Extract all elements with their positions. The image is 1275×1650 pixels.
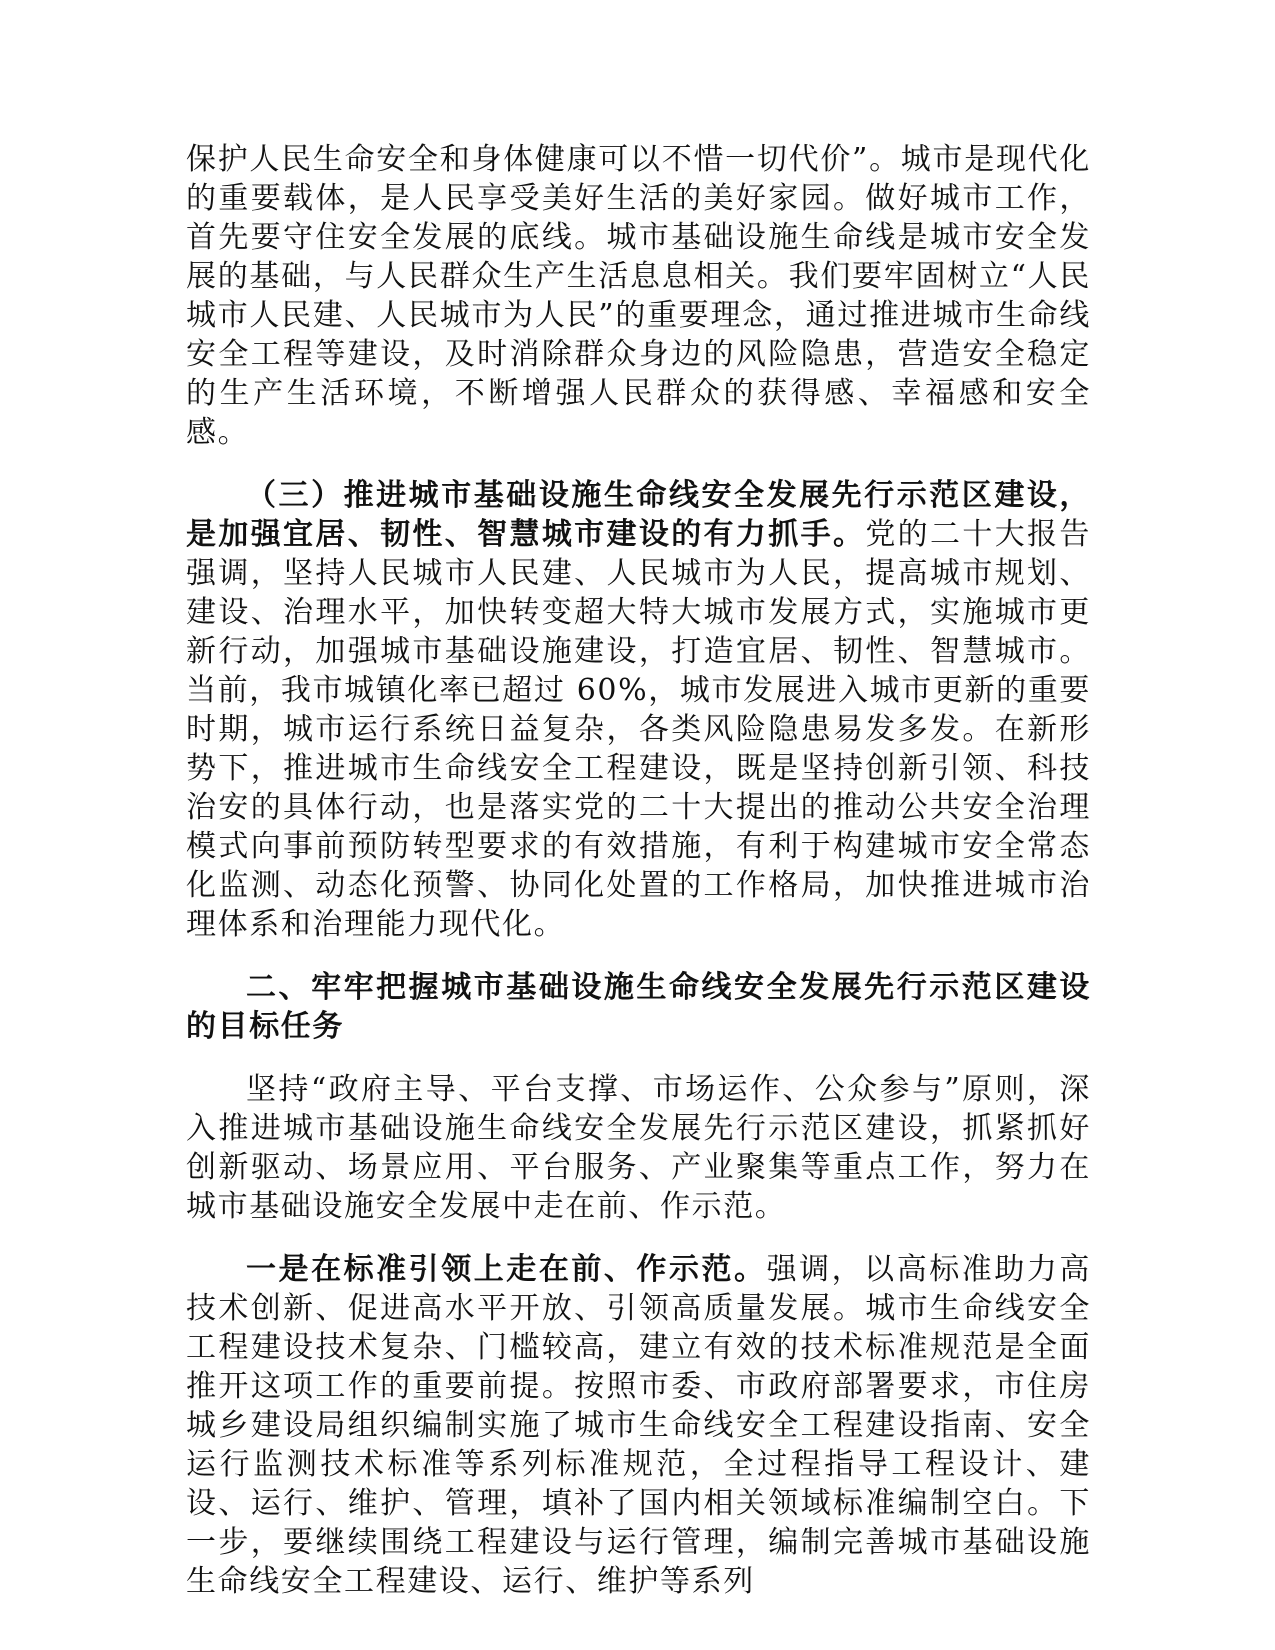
paragraph-principles: 坚持“政府主导、平台支撑、市场运作、公众参与”原则，深入推进城市基础设施生命线安全发展先行示范区建设，抓紧抓好创新驱动、场景应用、平台服务、产业聚集等重点工作，努力在城市基础设施安全发展中走在前、作示范。 [186,1072,1091,1224]
document-body [186,140,1091,1625]
paragraph-lead-bold: 一是在标准引领上走在前、作示范。 [246,1252,767,1287]
paragraph-safety-baseline: 保护人民生命安全和身体健康可以不惜一切代价”。城市是现代化的重要载体，是人民享受美好生活的美好家园。做好城市工作，首先要守住安全发展的底线。城市基础设施生命线是城市安全发展的基础，与人民群众生产生活息息相关。我们要牢固树立“人民城市人民建、人民城市为人民”的重要理念，通过推进城市生命线安全工程等建设，及时消除群众身边的风险隐患，营造安全稳定的生产生活环境，不断增强人民群众的获得感、幸福感和安全感。 [186,142,1091,450]
paragraph-livable-resilient-smart [186,476,1091,944]
section-heading-goals-tasks: 二、牢牢把握城市基础设施生命线安全发展先行示范区建设的目标任务 [186,970,1091,1044]
paragraph-standard-leadership [186,1250,1091,1601]
paragraph-lead-bold: （三）推进城市基础设施生命线安全发展先行示范区建设，是加强宜居、韧性、智慧城市建设的有力抓手。 [186,478,1091,552]
paragraph-body-text: 强调，以高标准助力高技术创新、促进高水平开放、引领高质量发展。城市生命线安全工程建设技术复杂、门槛较高，建立有效的技术标准规范是全面推开这项工作的重要前提。按照市委、市政府部署要求，市住房城乡建设局组织编制实施了城市生命线安全工程建设指南、安全运行监测技术标准等系列标准规范，全过程指导工程设计、建设、运行、维护、管理，填补了国内相关领域标准编制空白。下一步，要继续围绕工程建设与运行管理，编制完善城市基础设施生命线安全工程建设、运行、维护等系列 [186,1252,1091,1599]
paragraph-body-text: 党的二十大报告强调，坚持人民城市人民建、人民城市为人民，提高城市规划、建设、治理水平，加快转变超大特大城市发展方式，实施城市更新行动，加强城市基础设施建设，打造宜居、韧性、智慧城市。当前，我市城镇化率已超过 60%，城市发展进入城市更新的重要时期，城市运行系统日益复杂，各类风险隐患易发多发。在新形势下，推进城市生命线安全工程建设，既是坚持创新引领、科技治安的具体行动，也是落实党的二十大提出的推动公共安全治理模式向事前预防转型要求的有效措施，有利于构建城市安全常态化监测、动态化预警、协同化处置的工作格局，加快推进城市治理体系和治理能力现代化。 [186,517,1091,942]
